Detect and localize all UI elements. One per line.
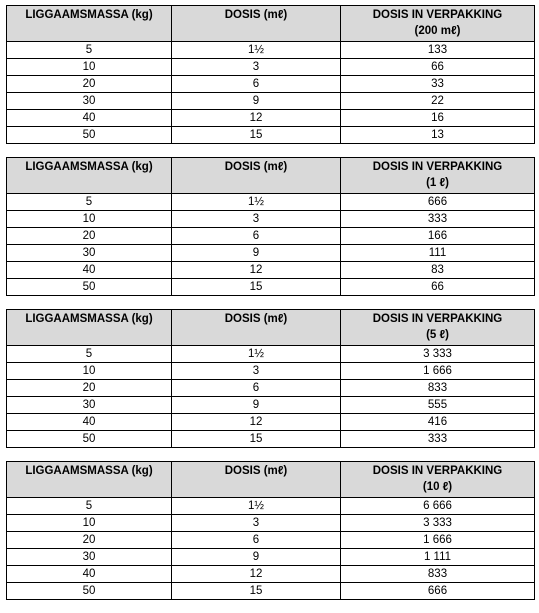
header-doses-in-pack <box>341 462 535 498</box>
cell-mass: 50 <box>7 431 172 448</box>
cell-mass: 40 <box>7 414 172 431</box>
table-row <box>7 431 535 448</box>
cell-dose: 15 <box>172 431 341 448</box>
cell-dose: 3 <box>172 211 341 228</box>
table-row <box>7 549 535 566</box>
cell-doses: 83 <box>341 262 535 279</box>
header-doses-in-pack-label: DOSIS IN VERPAKKING <box>372 313 503 325</box>
cell-doses: 833 <box>341 380 535 397</box>
dosage-table-5l <box>6 309 535 448</box>
cell-dose: 12 <box>172 566 341 583</box>
cell-mass: 40 <box>7 262 172 279</box>
table-row <box>7 363 535 380</box>
table-row <box>7 380 535 397</box>
header-body-mass: LIGGAAMSMASSA (kg) <box>7 158 172 194</box>
pack-size-label: (10 ℓ) <box>422 481 453 493</box>
cell-doses: 833 <box>341 566 535 583</box>
cell-doses: 666 <box>341 194 535 211</box>
cell-dose: 6 <box>172 532 341 549</box>
cell-doses: 333 <box>341 431 535 448</box>
cell-dose: 1½ <box>172 42 341 59</box>
cell-doses: 1 666 <box>341 363 535 380</box>
cell-dose: 6 <box>172 228 341 245</box>
cell-dose: 9 <box>172 93 341 110</box>
table-row <box>7 194 535 211</box>
cell-doses: 666 <box>341 583 535 600</box>
table-row <box>7 583 535 600</box>
header-doses-in-pack <box>341 310 535 346</box>
table-row <box>7 110 535 127</box>
pack-size-label: (1 ℓ) <box>426 177 449 189</box>
cell-doses: 111 <box>341 245 535 262</box>
header-dose: DOSIS (mℓ) <box>172 462 341 498</box>
cell-doses: 66 <box>341 59 535 76</box>
cell-mass: 40 <box>7 566 172 583</box>
cell-mass: 50 <box>7 127 172 144</box>
table-row <box>7 397 535 414</box>
cell-dose: 6 <box>172 76 341 93</box>
dosage-table-200ml <box>6 5 535 144</box>
table-row <box>7 279 535 296</box>
cell-dose: 1½ <box>172 346 341 363</box>
cell-doses: 555 <box>341 397 535 414</box>
cell-doses: 3 333 <box>341 346 535 363</box>
cell-mass: 10 <box>7 211 172 228</box>
cell-doses: 66 <box>341 279 535 296</box>
dosage-table-1l <box>6 157 535 296</box>
header-row <box>7 310 535 346</box>
cell-dose: 1½ <box>172 498 341 515</box>
cell-dose: 9 <box>172 245 341 262</box>
cell-doses: 1 666 <box>341 532 535 549</box>
cell-mass: 10 <box>7 59 172 76</box>
header-dose: DOSIS (mℓ) <box>172 310 341 346</box>
cell-mass: 20 <box>7 76 172 93</box>
cell-doses: 33 <box>341 76 535 93</box>
cell-doses: 3 333 <box>341 515 535 532</box>
cell-doses: 1 111 <box>341 549 535 566</box>
header-row <box>7 6 535 42</box>
cell-mass: 40 <box>7 110 172 127</box>
cell-dose: 3 <box>172 363 341 380</box>
pack-size-label: (5 ℓ) <box>426 329 449 341</box>
table-row <box>7 515 535 532</box>
cell-doses: 22 <box>341 93 535 110</box>
cell-doses: 6 666 <box>341 498 535 515</box>
cell-mass: 20 <box>7 532 172 549</box>
cell-dose: 12 <box>172 414 341 431</box>
cell-mass: 30 <box>7 245 172 262</box>
table-row <box>7 532 535 549</box>
cell-mass: 30 <box>7 397 172 414</box>
cell-dose: 3 <box>172 59 341 76</box>
header-row <box>7 158 535 194</box>
cell-dose: 12 <box>172 262 341 279</box>
cell-mass: 20 <box>7 380 172 397</box>
header-body-mass: LIGGAAMSMASSA (kg) <box>7 310 172 346</box>
table-row <box>7 127 535 144</box>
pack-size-label: (200 mℓ) <box>414 25 461 37</box>
dosage-tables <box>6 5 534 613</box>
cell-mass: 5 <box>7 346 172 363</box>
cell-mass: 30 <box>7 549 172 566</box>
cell-doses: 16 <box>341 110 535 127</box>
cell-dose: 3 <box>172 515 341 532</box>
table-row <box>7 59 535 76</box>
cell-mass: 5 <box>7 498 172 515</box>
cell-dose: 15 <box>172 583 341 600</box>
cell-dose: 1½ <box>172 194 341 211</box>
cell-doses: 13 <box>341 127 535 144</box>
cell-dose: 15 <box>172 279 341 296</box>
header-dose: DOSIS (mℓ) <box>172 158 341 194</box>
table-row <box>7 346 535 363</box>
table-row <box>7 211 535 228</box>
cell-dose: 6 <box>172 380 341 397</box>
header-doses-in-pack-label: DOSIS IN VERPAKKING <box>372 161 503 173</box>
cell-mass: 30 <box>7 93 172 110</box>
cell-mass: 50 <box>7 279 172 296</box>
table-row <box>7 414 535 431</box>
cell-doses: 333 <box>341 211 535 228</box>
cell-mass: 20 <box>7 228 172 245</box>
cell-doses: 133 <box>341 42 535 59</box>
cell-mass: 50 <box>7 583 172 600</box>
table-row <box>7 76 535 93</box>
header-body-mass: LIGGAAMSMASSA (kg) <box>7 462 172 498</box>
cell-mass: 5 <box>7 42 172 59</box>
cell-dose: 9 <box>172 397 341 414</box>
header-body-mass: LIGGAAMSMASSA (kg) <box>7 6 172 42</box>
header-row <box>7 462 535 498</box>
header-doses-in-pack <box>341 6 535 42</box>
table-row <box>7 42 535 59</box>
cell-doses: 416 <box>341 414 535 431</box>
cell-mass: 10 <box>7 363 172 380</box>
header-doses-in-pack-label: DOSIS IN VERPAKKING <box>372 9 503 21</box>
header-doses-in-pack-label: DOSIS IN VERPAKKING <box>372 465 503 477</box>
cell-dose: 9 <box>172 549 341 566</box>
cell-mass: 10 <box>7 515 172 532</box>
table-row <box>7 93 535 110</box>
dosage-table-10l <box>6 461 535 600</box>
table-row <box>7 245 535 262</box>
cell-doses: 166 <box>341 228 535 245</box>
table-row <box>7 498 535 515</box>
header-dose: DOSIS (mℓ) <box>172 6 341 42</box>
table-row <box>7 262 535 279</box>
cell-dose: 15 <box>172 127 341 144</box>
cell-dose: 12 <box>172 110 341 127</box>
table-row <box>7 228 535 245</box>
header-doses-in-pack <box>341 158 535 194</box>
table-row <box>7 566 535 583</box>
cell-mass: 5 <box>7 194 172 211</box>
